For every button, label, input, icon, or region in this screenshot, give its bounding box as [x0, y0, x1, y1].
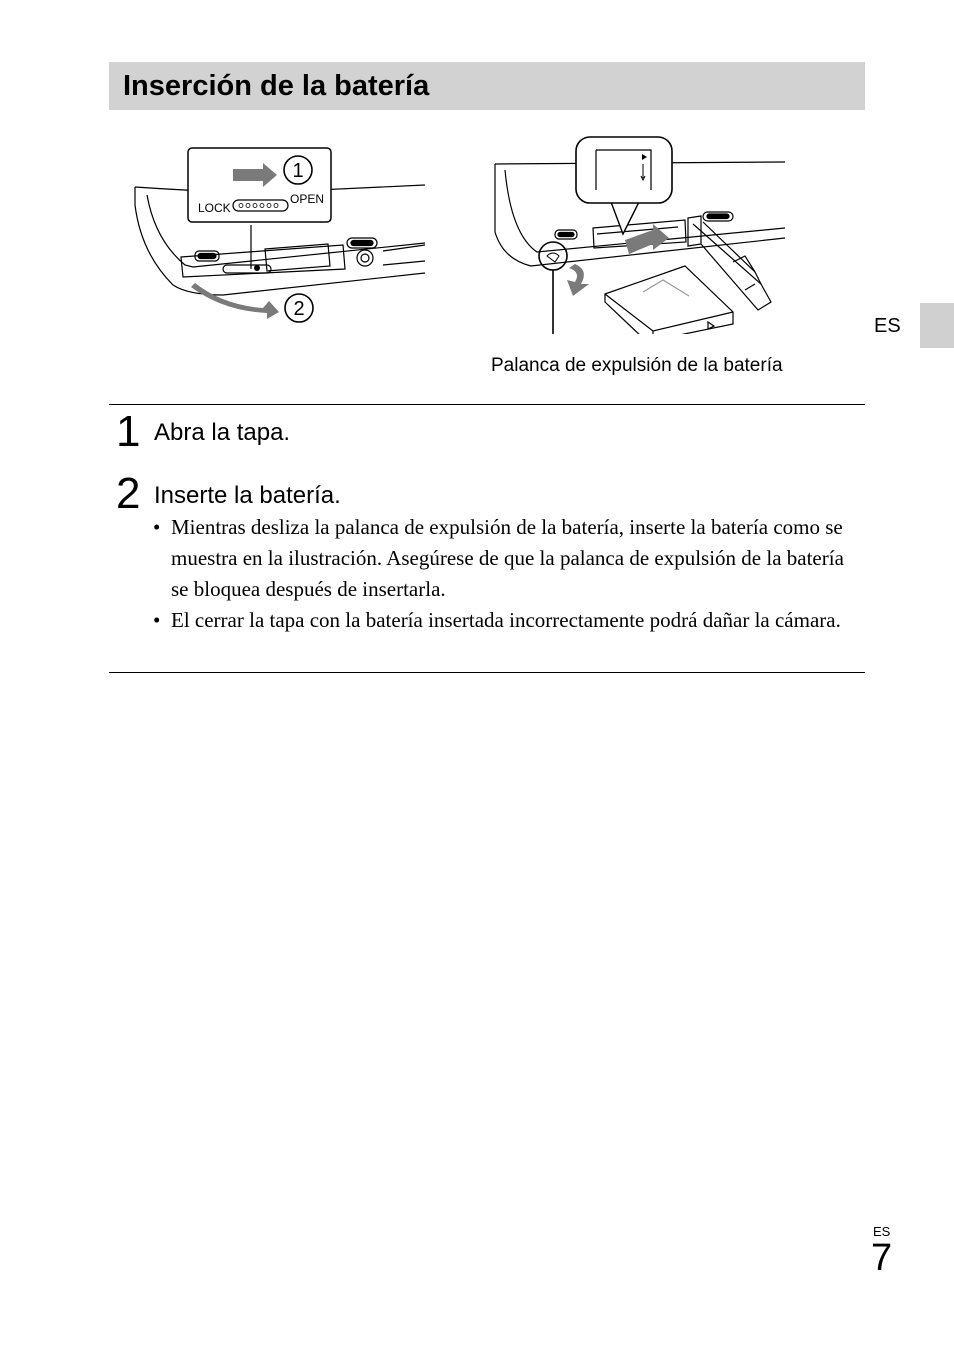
callout-2-number: 2 [293, 298, 305, 320]
open-cover-illustration [133, 145, 425, 325]
steps-bottom-rule [109, 672, 865, 673]
footer-language: ES [873, 1224, 891, 1239]
step-2-notes [153, 512, 865, 636]
step-2-number: 2 [116, 469, 141, 518]
side-language-label: ES [874, 315, 901, 337]
callout-1-number: 1 [292, 160, 304, 182]
open-label: OPEN [290, 192, 325, 206]
note-item: • El cerrar la tapa con la batería insertada incorrectamente podrá dañar la cámara. [153, 605, 865, 636]
ejection-lever-highlight [539, 242, 567, 270]
note-item: • Mientras desliza la palanca de expulsión de la batería, inserte la batería como se muestra en la ilustración. Asegúrese de que la palanca de expulsión de la batería se bloquea después de insertarla. [153, 512, 865, 605]
open-cover-arrow [191, 283, 279, 319]
section-header [109, 62, 865, 110]
steps-top-rule [109, 404, 865, 405]
step-2-title: Inserte la batería. [154, 482, 341, 509]
page-number: 7 [871, 1237, 893, 1279]
ejection-lever-caption: Palanca de expulsión de la batería [491, 355, 783, 376]
side-tab [920, 303, 954, 348]
lever-rotate-arrow [567, 264, 589, 296]
latch-pivot [254, 265, 260, 271]
section-title: Inserción de la batería [123, 70, 430, 102]
lock-label: LOCK [198, 201, 231, 215]
step-1-title: Abra la tapa. [154, 419, 291, 446]
step-1-number: 1 [116, 407, 141, 456]
battery-orientation-inset [576, 137, 672, 203]
insert-battery-illustration [493, 134, 785, 334]
